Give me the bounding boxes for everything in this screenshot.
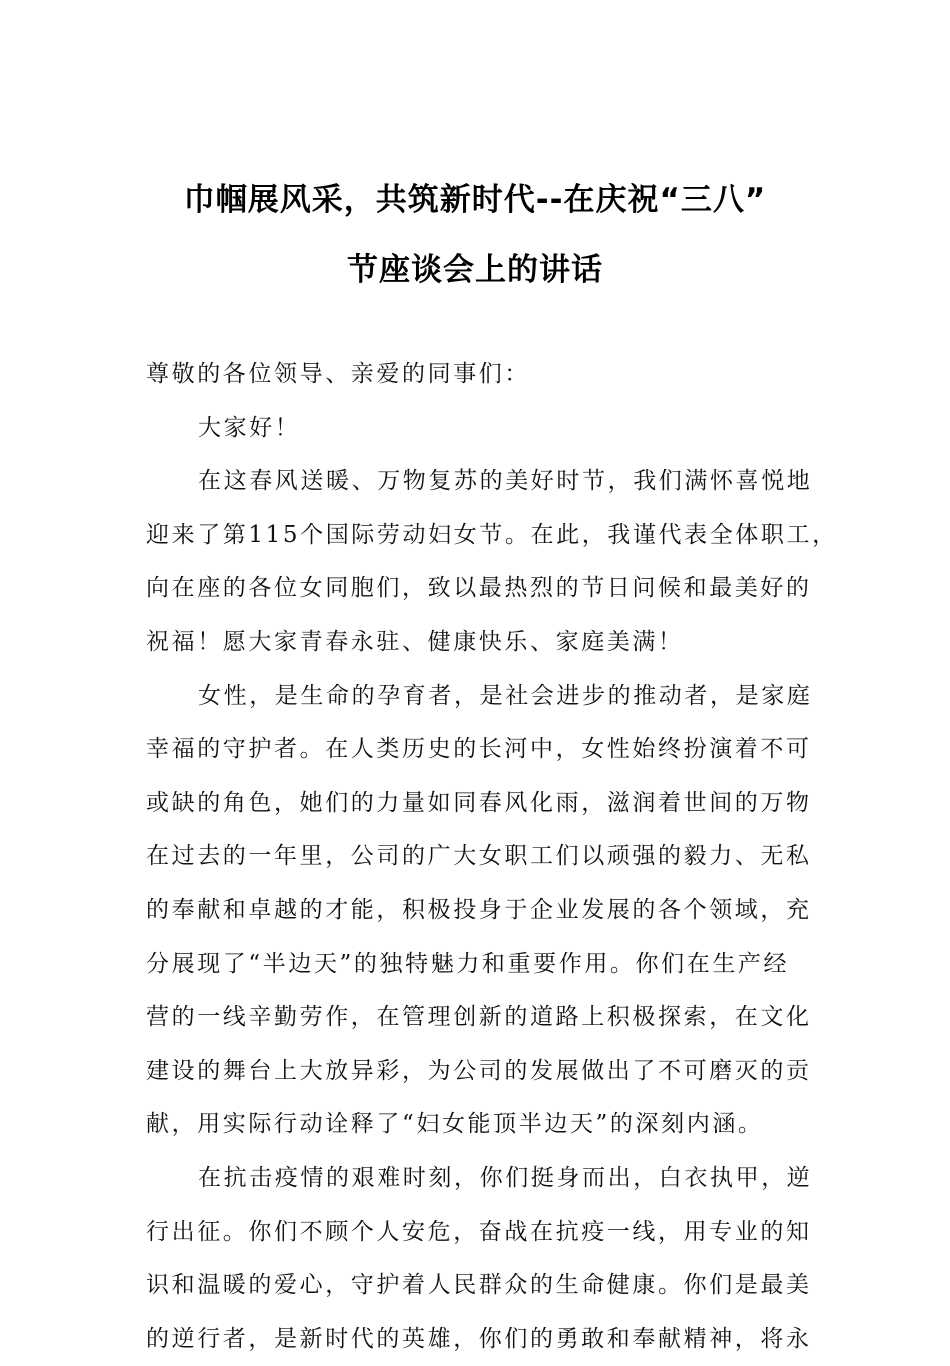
body-line: 女性，是生命的孕育者，是社会进步的推动者，是家庭: [198, 682, 813, 709]
body-line: 献，用实际行动诠释了“妇女能顶半边天”的深刻内涵。: [146, 1111, 764, 1138]
body-line: 在过去的一年里，公司的广大女职工们以顽强的毅力、无私: [146, 843, 812, 870]
body-line: 祝福！愿大家青春永驻、健康快乐、家庭美满！: [146, 628, 684, 655]
greeting: 大家好！: [198, 414, 301, 441]
body-line: 在抗击疫情的艰难时刻，你们挺身而出，白衣执甲，逆: [198, 1164, 813, 1191]
document-title-line-2: 节座谈会上的讲话: [347, 252, 603, 288]
body-line: 向在座的各位女同胞们，致以最热烈的节日问候和最美好的: [146, 575, 812, 602]
body-line: 分展现了“半边天”的独特魅力和重要作用。你们在生产经: [146, 950, 790, 977]
speech-body: [146, 348, 838, 1366]
body-line: 建设的舞台上大放异彩，为公司的发展做出了不可磨灭的贡: [146, 1057, 812, 1084]
body-line: 在这春风送暖、万物复苏的美好时节，我们满怀喜悦地: [198, 468, 813, 495]
body-line: 迎来了第115个国际劳动妇女节。在此，我谨代表全体职工，: [146, 521, 838, 548]
body-line: 的逆行者，是新时代的英雄，你们的勇敢和奉献精神，将永: [146, 1325, 812, 1352]
body-line: 的奉献和卓越的才能，积极投身于企业发展的各个领域，充: [146, 896, 812, 923]
body-line: 营的一线辛勤劳作，在管理创新的道路上积极探索，在文化: [146, 1004, 812, 1031]
body-line: 或缺的角色，她们的力量如同春风化雨，滋润着世间的万物: [146, 789, 812, 816]
body-line: 行出征。你们不顾个人安危，奋战在抗疫一线，用专业的知: [146, 1218, 812, 1245]
body-line: 幸福的守护者。在人类历史的长河中，女性始终扮演着不可: [146, 736, 812, 763]
document-title-line-1: 巾帼展风采，共筑新时代--在庆祝“三八”: [183, 182, 767, 218]
salutation: 尊敬的各位领导、亲爱的同事们：: [146, 361, 530, 387]
body-line: 识和温暖的爱心，守护着人民群众的生命健康。你们是最美: [146, 1272, 812, 1299]
